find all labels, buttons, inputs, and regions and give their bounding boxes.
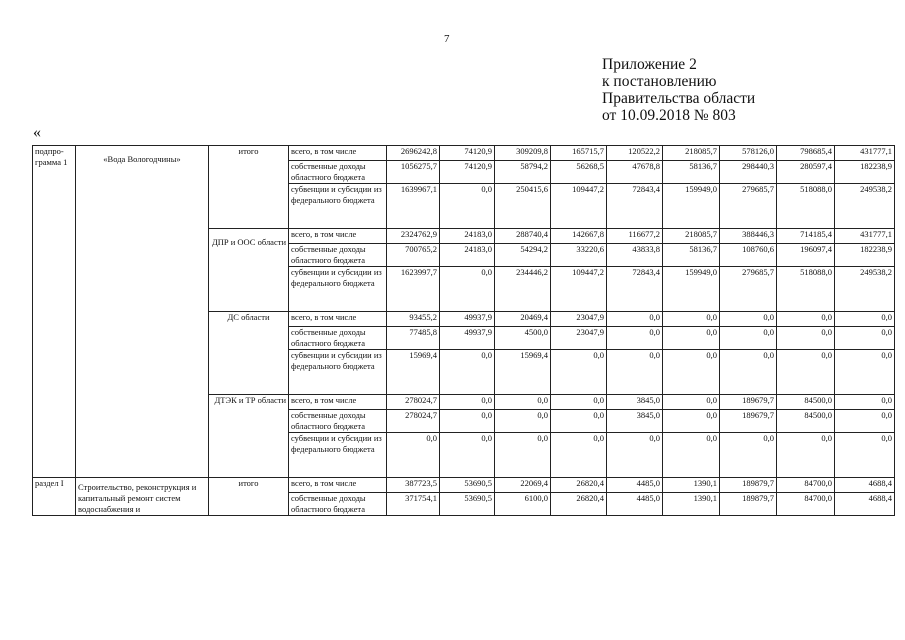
executor-name: ДТЭК и ТР области: [214, 395, 286, 405]
funding-source-cell: субвенции и субсидии из федерального бюджета: [289, 184, 387, 229]
funding-source-cell: всего, в том числе: [289, 312, 387, 327]
funding-source-cell: субвенции и субсидии из федерального бюджета: [289, 433, 387, 478]
year-value-cell: 0,0: [720, 312, 777, 327]
year-value-cell: 4500,0: [495, 327, 551, 350]
appendix-line: к постановлению: [602, 73, 717, 90]
year-value-cell: 0,0: [720, 350, 777, 395]
year-value-cell: 58794,2: [495, 161, 551, 184]
year-value-cell: 431777,1: [835, 229, 895, 244]
year-value-cell: 518088,0: [777, 267, 835, 312]
year-value-cell: 0,0: [607, 350, 663, 395]
year-value-cell: 0,0: [777, 433, 835, 478]
funding-source-cell: всего, в том числе: [289, 229, 387, 244]
year-value-cell: 0,0: [607, 312, 663, 327]
funding-source-cell: собственные доходы областного бюджета: [289, 410, 387, 433]
executor-name: итого: [238, 478, 259, 488]
year-value-cell: 0,0: [440, 433, 495, 478]
year-value-cell: 53690,5: [440, 493, 495, 516]
year-value-cell: 58136,7: [663, 161, 720, 184]
year-value-cell: 0,0: [551, 395, 607, 410]
year-value-cell: 196097,4: [777, 244, 835, 267]
year-value-cell: 0,0: [663, 312, 720, 327]
program-code-cell: подпро- грамма 1: [33, 146, 76, 478]
year-value-cell: 4688,4: [835, 493, 895, 516]
year-value-cell: 120522,2: [607, 146, 663, 161]
total-value-cell: 278024,7: [387, 395, 440, 410]
executor-cell: [209, 229, 289, 312]
executor-name: ДС области: [227, 312, 270, 322]
year-value-cell: 0,0: [551, 433, 607, 478]
year-value-cell: 298440,3: [720, 161, 777, 184]
appendix-line: от 10.09.2018 № 803: [602, 107, 736, 124]
year-value-cell: 388446,3: [720, 229, 777, 244]
year-value-cell: 714185,4: [777, 229, 835, 244]
year-value-cell: 0,0: [440, 184, 495, 229]
total-value-cell: 15969,4: [387, 350, 440, 395]
year-value-cell: 0,0: [777, 312, 835, 327]
appendix-line: Правительства области: [602, 90, 756, 107]
executor-cell: [209, 146, 289, 229]
year-value-cell: 249538,2: [835, 184, 895, 229]
year-value-cell: 578126,0: [720, 146, 777, 161]
funding-source-cell: всего, в том числе: [289, 395, 387, 410]
funding-source-cell: субвенции и субсидии из федерального бюджета: [289, 350, 387, 395]
program-name-cell: [76, 478, 209, 516]
year-value-cell: 84500,0: [777, 410, 835, 433]
executor-cell: [209, 395, 289, 478]
funding-source-cell: собственные доходы областного бюджета: [289, 244, 387, 267]
total-value-cell: 0,0: [387, 433, 440, 478]
opening-quote-mark: «: [33, 124, 41, 141]
year-value-cell: 218085,7: [663, 229, 720, 244]
year-value-cell: 1390,1: [663, 493, 720, 516]
year-value-cell: 0,0: [663, 433, 720, 478]
year-value-cell: 26820,4: [551, 493, 607, 516]
year-value-cell: 49937,9: [440, 312, 495, 327]
total-value-cell: 1623997,7: [387, 267, 440, 312]
funding-source-cell: собственные доходы областного бюджета: [289, 161, 387, 184]
program-name: «Вода Вологодчины»: [103, 154, 181, 164]
year-value-cell: 159949,0: [663, 267, 720, 312]
year-value-cell: 53690,5: [440, 478, 495, 493]
year-value-cell: 0,0: [495, 395, 551, 410]
year-value-cell: 189679,7: [720, 410, 777, 433]
year-value-cell: 24183,0: [440, 244, 495, 267]
executor-name: итого: [238, 146, 259, 156]
year-value-cell: 116677,2: [607, 229, 663, 244]
appendix-header: [602, 56, 755, 124]
year-value-cell: 218085,7: [663, 146, 720, 161]
year-value-cell: 84700,0: [777, 493, 835, 516]
year-value-cell: 431777,1: [835, 146, 895, 161]
year-value-cell: 798685,4: [777, 146, 835, 161]
year-value-cell: 279685,7: [720, 267, 777, 312]
year-value-cell: 22069,4: [495, 478, 551, 493]
year-value-cell: 56268,5: [551, 161, 607, 184]
year-value-cell: 84500,0: [777, 395, 835, 410]
year-value-cell: 0,0: [607, 433, 663, 478]
funding-source-cell: собственные доходы областного бюджета: [289, 327, 387, 350]
year-value-cell: 84700,0: [777, 478, 835, 493]
total-value-cell: 1056275,7: [387, 161, 440, 184]
year-value-cell: 0,0: [835, 312, 895, 327]
year-value-cell: 249538,2: [835, 267, 895, 312]
year-value-cell: 159949,0: [663, 184, 720, 229]
funding-source-cell: собственные доходы областного бюджета: [289, 493, 387, 516]
year-value-cell: 234446,2: [495, 267, 551, 312]
year-value-cell: 23047,9: [551, 312, 607, 327]
total-value-cell: 2696242,8: [387, 146, 440, 161]
year-value-cell: 288740,4: [495, 229, 551, 244]
year-value-cell: 47678,8: [607, 161, 663, 184]
year-value-cell: 49937,9: [440, 327, 495, 350]
table-row: [33, 146, 895, 161]
year-value-cell: 189879,7: [720, 478, 777, 493]
year-value-cell: 109447,2: [551, 184, 607, 229]
page-number: 7: [444, 33, 450, 45]
year-value-cell: 309209,8: [495, 146, 551, 161]
year-value-cell: 0,0: [663, 395, 720, 410]
year-value-cell: 23047,9: [551, 327, 607, 350]
total-value-cell: 2324762,9: [387, 229, 440, 244]
year-value-cell: 0,0: [551, 410, 607, 433]
year-value-cell: 4485,0: [607, 493, 663, 516]
funding-source-cell: всего, в том числе: [289, 478, 387, 493]
year-value-cell: 15969,4: [495, 350, 551, 395]
year-value-cell: 0,0: [551, 350, 607, 395]
year-value-cell: 182238,9: [835, 161, 895, 184]
year-value-cell: 189679,7: [720, 395, 777, 410]
year-value-cell: 72843,4: [607, 267, 663, 312]
year-value-cell: 0,0: [835, 350, 895, 395]
total-value-cell: 93455,2: [387, 312, 440, 327]
funding-source-cell: субвенции и субсидии из федерального бюджета: [289, 267, 387, 312]
year-value-cell: 54294,2: [495, 244, 551, 267]
year-value-cell: 3845,0: [607, 410, 663, 433]
year-value-cell: 24183,0: [440, 229, 495, 244]
year-value-cell: 72843,4: [607, 184, 663, 229]
total-value-cell: 77485,8: [387, 327, 440, 350]
appendix-line: Приложение 2: [602, 56, 697, 73]
program-code-cell: раздел I: [33, 478, 76, 516]
year-value-cell: 0,0: [777, 350, 835, 395]
executor-name: ДПР и ООС области: [211, 237, 286, 247]
year-value-cell: 6100,0: [495, 493, 551, 516]
year-value-cell: 0,0: [495, 410, 551, 433]
year-value-cell: 0,0: [720, 433, 777, 478]
total-value-cell: 387723,5: [387, 478, 440, 493]
year-value-cell: 4688,4: [835, 478, 895, 493]
year-value-cell: 0,0: [440, 395, 495, 410]
table-row: [33, 478, 895, 493]
executor-cell: [209, 478, 289, 516]
year-value-cell: 0,0: [835, 433, 895, 478]
year-value-cell: 250415,6: [495, 184, 551, 229]
year-value-cell: 518088,0: [777, 184, 835, 229]
year-value-cell: 0,0: [440, 350, 495, 395]
year-value-cell: 0,0: [835, 327, 895, 350]
total-value-cell: 700765,2: [387, 244, 440, 267]
year-value-cell: 74120,9: [440, 146, 495, 161]
year-value-cell: 0,0: [777, 327, 835, 350]
year-value-cell: 33220,6: [551, 244, 607, 267]
year-value-cell: 0,0: [835, 395, 895, 410]
year-value-cell: 182238,9: [835, 244, 895, 267]
year-value-cell: 0,0: [720, 327, 777, 350]
year-value-cell: 279685,7: [720, 184, 777, 229]
budget-table: [32, 145, 895, 516]
year-value-cell: 0,0: [835, 410, 895, 433]
year-value-cell: 108760,6: [720, 244, 777, 267]
executor-cell: [209, 312, 289, 395]
year-value-cell: 0,0: [663, 350, 720, 395]
year-value-cell: 20469,4: [495, 312, 551, 327]
year-value-cell: 4485,0: [607, 478, 663, 493]
total-value-cell: 278024,7: [387, 410, 440, 433]
year-value-cell: 26820,4: [551, 478, 607, 493]
year-value-cell: 0,0: [663, 327, 720, 350]
total-value-cell: 371754,1: [387, 493, 440, 516]
program-name-cell: [76, 146, 209, 478]
year-value-cell: 109447,2: [551, 267, 607, 312]
program-name: Строительство, реконструкция и капитальный ремонт систем водоснабжения и: [78, 482, 197, 514]
year-value-cell: 0,0: [663, 410, 720, 433]
year-value-cell: 189879,7: [720, 493, 777, 516]
year-value-cell: 0,0: [440, 410, 495, 433]
year-value-cell: 43833,8: [607, 244, 663, 267]
year-value-cell: 0,0: [607, 327, 663, 350]
year-value-cell: 74120,9: [440, 161, 495, 184]
funding-source-cell: всего, в том числе: [289, 146, 387, 161]
year-value-cell: 3845,0: [607, 395, 663, 410]
year-value-cell: 0,0: [495, 433, 551, 478]
year-value-cell: 165715,7: [551, 146, 607, 161]
year-value-cell: 0,0: [440, 267, 495, 312]
year-value-cell: 58136,7: [663, 244, 720, 267]
year-value-cell: 280597,4: [777, 161, 835, 184]
year-value-cell: 142667,8: [551, 229, 607, 244]
year-value-cell: 1390,1: [663, 478, 720, 493]
total-value-cell: 1639967,1: [387, 184, 440, 229]
